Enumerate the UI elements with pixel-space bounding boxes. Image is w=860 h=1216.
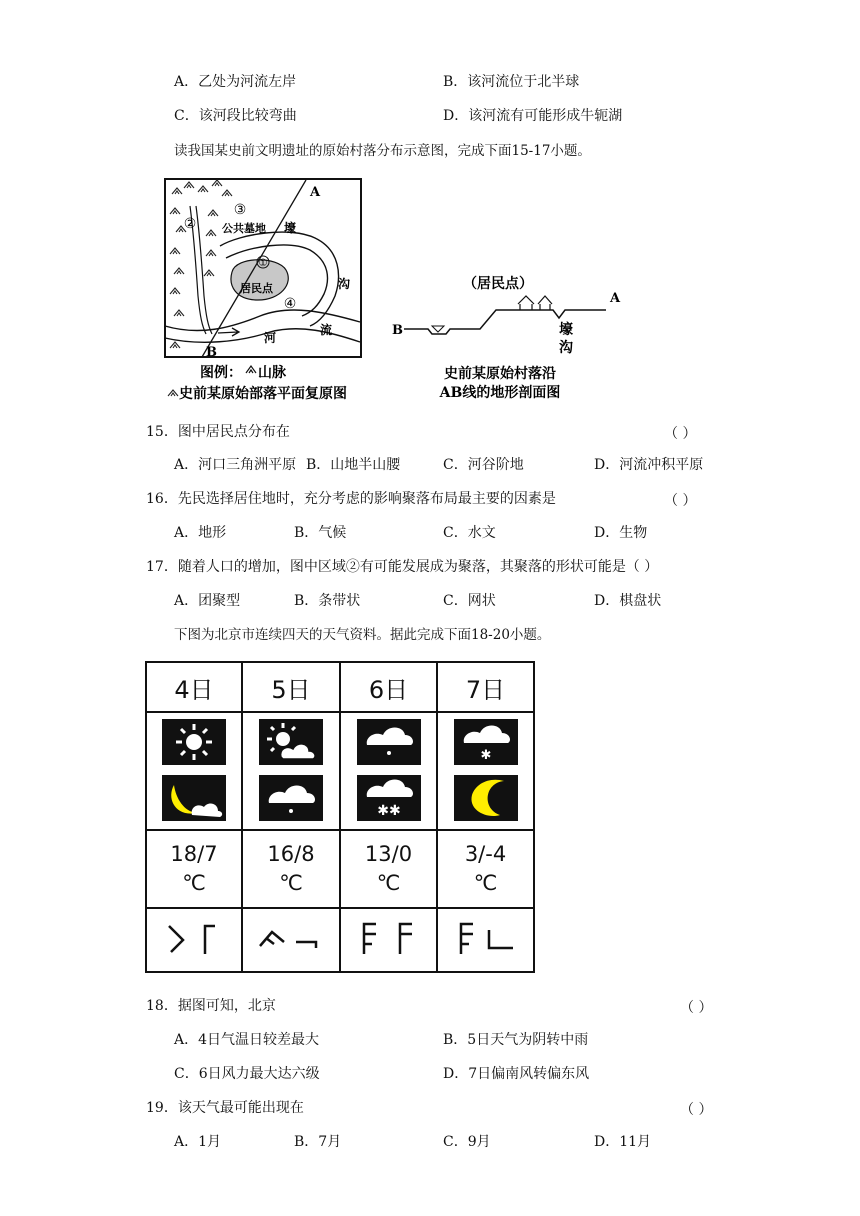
- q15-answer-blank: （ ）: [664, 426, 697, 442]
- light-rain-icon: [357, 719, 421, 765]
- temperature-unit: ℃: [182, 871, 206, 895]
- q19-stem: 19．该天气最可能出现在: [146, 1100, 304, 1116]
- light-rain-icon: [259, 775, 323, 821]
- map-label-settlement: 居民点: [240, 282, 273, 295]
- map-legend: 图例：: [200, 365, 242, 381]
- q14-option-c: C．该河段比较弯曲: [174, 108, 297, 124]
- q18-stem: 18．据图可知，北京: [146, 998, 276, 1014]
- light-snow-icon: [454, 719, 518, 765]
- profile-label-a: A: [610, 291, 621, 306]
- wind-cell: [242, 908, 340, 972]
- village-plan-map: [160, 176, 370, 404]
- profile-caption-2: AB线的地形剖面图: [439, 385, 561, 401]
- q18-option-b: B．5日天气为阴转中雨: [443, 1032, 589, 1048]
- svg-text:✱: ✱: [480, 748, 491, 763]
- weather-table: [145, 661, 535, 973]
- q17-option-a: A．团聚型: [174, 593, 241, 609]
- q17-stem: 17．随着人口的增加，图中区域②有可能发展成为聚落，其聚落的形状可能是（ ）: [146, 559, 659, 575]
- map-label-4: ④: [283, 296, 297, 312]
- q19-answer-blank: （ ）: [680, 1102, 713, 1118]
- moon-icon: [454, 775, 518, 821]
- q15-option-c: C．河谷阶地: [443, 457, 524, 473]
- q14-option-d: D．该河流有可能形成牛轭湖: [443, 108, 623, 124]
- intro-15-17: 读我国某史前文明遗址的原始村落分布示意图，完成下面15-17小题。: [174, 143, 591, 159]
- day-header: 4日: [146, 662, 242, 712]
- q18-option-a: A．4日气温日较差最大: [174, 1032, 320, 1048]
- profile-caption-1: 史前某原始村落沿: [444, 366, 556, 382]
- q17-option-c: C．网状: [443, 593, 496, 609]
- q19-option-a: A．1月: [174, 1134, 222, 1150]
- weather-icons-cell: [242, 712, 340, 830]
- q19-option-b: B．7月: [294, 1134, 342, 1150]
- temperature-unit: ℃: [376, 871, 401, 895]
- q17-option-b: B．条带状: [294, 593, 361, 609]
- sun-icon: [162, 719, 226, 765]
- weather-icons-cell: [146, 712, 242, 830]
- q14-option-b: B．该河流位于北半球: [443, 74, 580, 90]
- profile-label-hao: 壕: [559, 322, 573, 338]
- map-legend-mountain: 山脉: [258, 365, 286, 381]
- q16-option-b: B．气候: [294, 525, 347, 541]
- svg-text:✱✱: ✱✱: [376, 803, 401, 819]
- q17-option-d: D．棋盘状: [594, 593, 662, 609]
- map-label-cemetery: 公共墓地: [222, 222, 266, 235]
- map-label-1: ①: [258, 258, 268, 269]
- house-icon: [518, 296, 552, 310]
- map-label-river2: 流: [320, 323, 333, 337]
- temperature-range: 18/7: [170, 842, 218, 866]
- profile-label-b: B: [392, 323, 403, 338]
- temperature-unit: ℃: [473, 871, 498, 895]
- wind-barb-icon: [159, 918, 229, 958]
- day-header: 5日: [242, 662, 340, 712]
- map-label-a: A: [310, 185, 321, 200]
- temperature-cell: [340, 830, 437, 908]
- map-label-3: ③: [233, 202, 247, 218]
- temperature-cell: [437, 830, 534, 908]
- temperature-cell: [242, 830, 340, 908]
- temperature-range: 3/-4: [464, 842, 507, 866]
- q15-option-d: D．河流冲积平原: [594, 457, 704, 473]
- temperature-cell: [146, 830, 242, 908]
- day-header: 6日: [340, 662, 437, 712]
- weather-icons-cell: [437, 712, 534, 830]
- q18-option-d: D．7日偏南风转偏东风: [443, 1066, 590, 1082]
- day-header: 7日: [437, 662, 534, 712]
- q16-option-a: A．地形: [174, 525, 227, 541]
- q16-option-c: C．水文: [443, 525, 496, 541]
- moon-cloud-icon: [162, 775, 226, 821]
- q19-option-c: C．9月: [443, 1134, 491, 1150]
- q18-answer-blank: （ ）: [680, 1000, 713, 1016]
- q16-answer-blank: （ ）: [664, 493, 697, 509]
- map-label-hao: 壕: [284, 221, 297, 235]
- wind-barb-icon: [256, 918, 326, 958]
- q15-option-a: A．河口三角洲平原: [174, 457, 297, 473]
- q15-stem: 15．图中居民点分布在: [146, 424, 290, 440]
- map-label-river1: 河: [264, 331, 277, 345]
- wind-barb-icon: [451, 918, 521, 958]
- intro-18-20: 下图为北京市连续四天的天气资料。据此完成下面18-20小题。: [174, 627, 551, 643]
- wind-cell: [146, 908, 242, 972]
- map-label-b: B: [206, 345, 217, 360]
- wind-cell: [437, 908, 534, 972]
- temperature-unit: ℃: [279, 871, 303, 895]
- map-label-2: ②: [183, 216, 197, 232]
- partly-cloudy-icon: [259, 719, 323, 765]
- weather-icons-cell: [340, 712, 437, 830]
- terrain-profile: [388, 266, 628, 406]
- q16-option-d: D．生物: [594, 525, 648, 541]
- mountain-icon: [246, 366, 256, 373]
- wind-cell: [340, 908, 437, 972]
- heavy-snow-icon: [357, 775, 421, 821]
- map-caption: 史前某原始部落平面复原图: [179, 386, 347, 402]
- wind-barb-icon: [354, 918, 424, 958]
- q14-option-a: A．乙处为河流左岸: [174, 74, 297, 90]
- q15-option-b: B．山地半山腰: [306, 457, 401, 473]
- profile-label-gou: 沟: [559, 340, 573, 356]
- q19-option-d: D．11月: [594, 1134, 652, 1150]
- profile-settlement-label: （居民点）: [463, 276, 533, 292]
- map-label-gou: 沟: [338, 277, 351, 291]
- q18-option-c: C．6日风力最大达六级: [174, 1066, 320, 1082]
- temperature-range: 13/0: [364, 842, 413, 866]
- temperature-range: 16/8: [267, 842, 315, 866]
- q16-stem: 16．先民选择居住地时，充分考虑的影响聚落布局最主要的因素是: [146, 491, 556, 507]
